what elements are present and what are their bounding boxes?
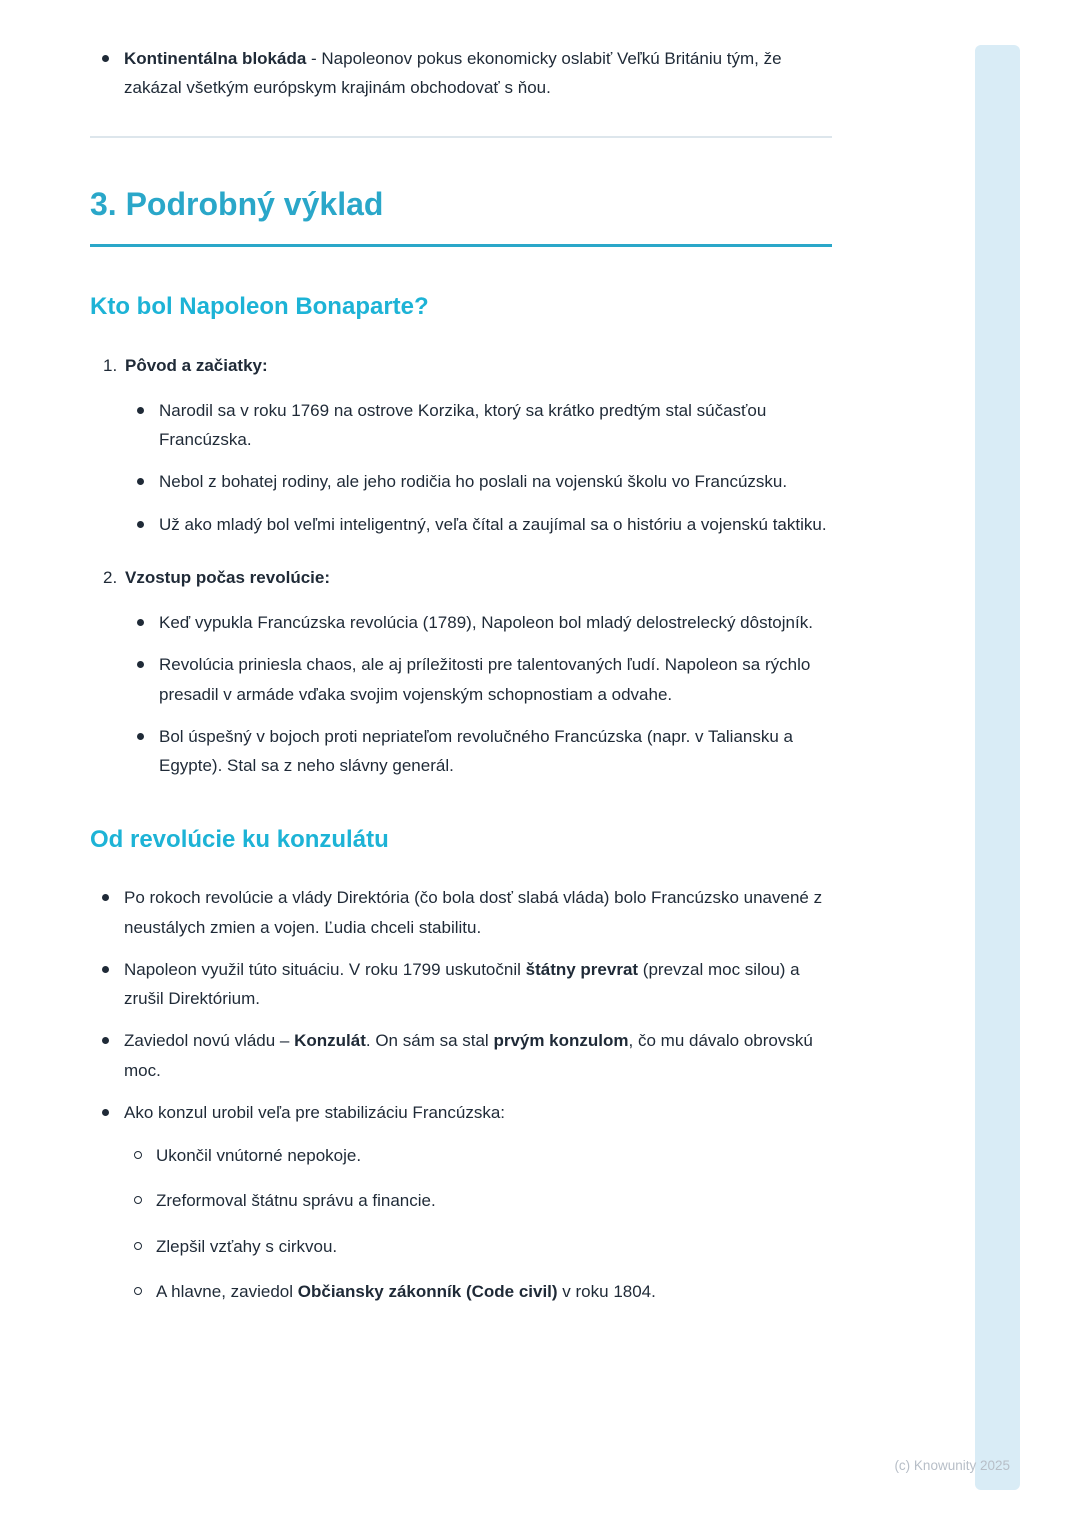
bold-text: Kontinentálna blokáda — [124, 49, 307, 68]
list-item — [125, 722, 832, 780]
body-text: Revolúcia priniesla chaos, ale aj príležitosti pre talentovaných ľudí. Napoleon sa rýchlo presadil v armáde vďaka svojim vojenským schopnostiam a odvahe. — [159, 655, 811, 704]
body-text: A hlavne, zaviedol — [156, 1281, 298, 1301]
numbered-item — [103, 351, 832, 539]
body-text: Zreformoval štátnu správu a financie. — [156, 1191, 436, 1211]
document-page — [90, 0, 832, 1306]
body-text: Ako konzul urobil veľa pre stabilizáciu Francúzska: — [124, 1102, 506, 1122]
list-item — [90, 1026, 832, 1084]
numbered-item-bullets — [125, 396, 832, 539]
body-text: Zlepšil vzťahy s cirkvou. — [156, 1236, 338, 1256]
right-margin-strip — [975, 45, 1020, 1490]
section-divider — [90, 136, 832, 138]
numbered-item-title: Pôvod a začiatky: — [125, 355, 268, 375]
numbered-list — [90, 351, 832, 781]
sub-list-item — [124, 1232, 832, 1261]
body-text: Po rokoch revolúcie a vlády Direktória (čo bola dosť slabá vláda) bolo Francúzsko unavené z neustálych zmien a vojen. Ľudia chceli stabilitu. — [124, 888, 823, 937]
body-text: - Napoleonov pokus ekonomicky oslabiť Veľkú Britániu tým, že zakázal všetkým európskym krajinám obchodovať s ňou. — [124, 49, 782, 98]
list-item — [90, 955, 832, 1013]
body-text: Zaviedol novú vládu – — [124, 1031, 295, 1051]
list-item — [125, 510, 832, 539]
sub-list-item — [124, 1277, 832, 1306]
body-text: Nebol z bohatej rodiny, ale jeho rodičia ho poslali na vojenskú školu vo Francúzsku. — [159, 472, 788, 492]
numbered-item-title: Vzostup počas revolúcie: — [125, 567, 330, 587]
list-item — [125, 396, 832, 454]
consulate-bullet-list — [90, 883, 832, 1306]
list-item — [90, 883, 832, 941]
bold-text: Konzulát — [294, 1031, 366, 1051]
body-text: Bol úspešný v bojoch proti nepriateľom revolučného Francúzska (napr. v Taliansku a Egypte). Stal sa z neho slávny generál. — [159, 726, 793, 775]
body-text: . On sám sa stal — [365, 1031, 494, 1051]
bold-text: štátny prevrat — [525, 959, 639, 979]
body-text: v roku 1804. — [557, 1281, 656, 1301]
sub-list-item — [124, 1141, 832, 1170]
body-text: Narodil sa v roku 1769 na ostrove Korzika, ktorý sa krátko predtým stal súčasťou Francúzska. — [159, 400, 767, 450]
list-item — [125, 608, 832, 637]
list-item — [90, 1098, 832, 1306]
list-item — [125, 467, 832, 496]
subsection-heading-consulate: Od revolúcie ku konzulátu — [90, 826, 389, 854]
numbered-item-bullets — [125, 608, 832, 780]
sub-list-item — [124, 1186, 832, 1215]
numbered-item — [103, 563, 832, 780]
list-item — [90, 44, 832, 102]
bold-text: prvým konzulom — [493, 1031, 629, 1051]
body-text: Napoleon využil túto situáciu. V roku 1799 uskutočnil — [124, 959, 526, 979]
watermark: (c) Knowunity 2025 — [894, 1458, 1010, 1473]
bold-text: Občiansky zákonník (Code civil) — [297, 1281, 558, 1301]
body-text: (prevzal moc silou) a zrušil Direktórium. — [124, 959, 800, 1009]
list-item — [125, 650, 832, 708]
sub-bullet-list — [124, 1141, 832, 1306]
body-text: Už ako mladý bol veľmi inteligentný, veľa čítal a zaujímal sa o históriu a vojenskú taktiku. — [159, 514, 827, 534]
body-text: Ukončil vnútorné nepokoje. — [156, 1146, 362, 1166]
section-heading: 3. Podrobný výklad — [90, 184, 832, 247]
body-text: Keď vypukla Francúzska revolúcia (1789), Napoleon bol mladý delostrelecký dôstojník. — [159, 613, 813, 633]
top-bullet-list — [90, 44, 832, 102]
body-text: , čo mu dávalo obrovskú moc. — [124, 1031, 813, 1080]
subsection-heading-napoleon: Kto bol Napoleon Bonaparte? — [90, 293, 429, 321]
